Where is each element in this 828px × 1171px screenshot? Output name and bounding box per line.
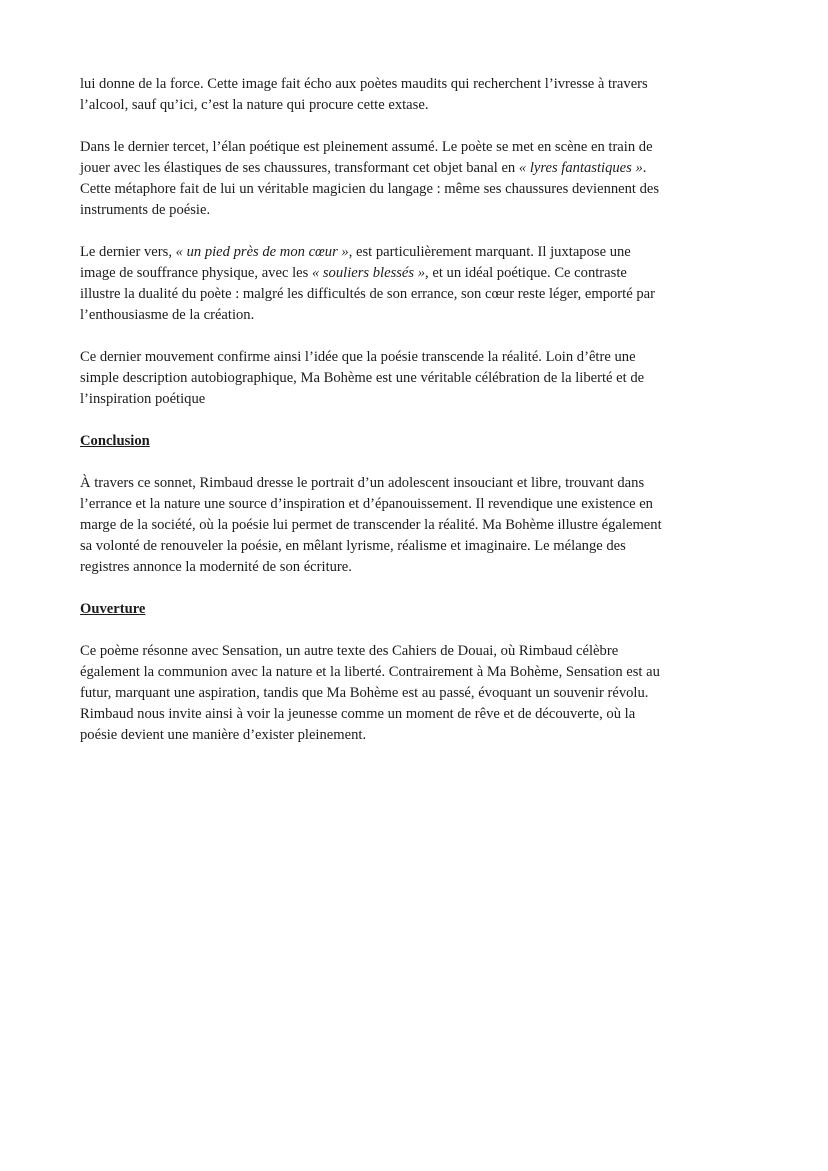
paragraph-dernier-vers: Le dernier vers, « un pied près de mon cœur », est particulièrement marquant. Il juxtapose une image de souffrance physique, avec les « souliers blessés », et un idéal poétique. Ce contraste illustre la dualité du poète : malgré les difficultés de son errance, son cœur reste léger, emporté par l’enthousiasme de la création. [80,244,655,323]
section-heading-conclusion: Conclusion [80,433,150,449]
paragraph-intro-continuation: lui donne de la force. Cette image fait écho aux poètes maudits qui recherchent l’ivresse à travers l’alcool, sauf qu’ici, c’est la nature qui procure cette extase. [80,76,648,113]
paragraph-ouverture: Ce poème résonne avec Sensation, un autre texte des Cahiers de Douai, où Rimbaud célèbre également la communion avec la nature et la liberté. Contrairement à Ma Bohème, Sensation est au futur, marquant une aspiration, tandis que Ma Bohème est au passé, évoquant un souvenir révolu. Rimbaud nous invite ainsi à voir la jeunesse comme un moment de rêve et de découverte, où la poésie devient une manière d’exister pleinement. [80,643,660,743]
paragraph-conclusion: À travers ce sonnet, Rimbaud dresse le portrait d’un adolescent insouciant et libre, trouvant dans l’errance et la nature une source d’inspiration et d’épanouissement. Il revendique une existence en marge de la société, où la poésie lui permet de transcender la réalité. Ma Bohème illustre également sa volonté de renouveler la poésie, en mêlant lyrisme, réalisme et imaginaire. Le mélange des registres annonce la modernité de son écriture. [80,475,662,575]
paragraph-dernier-tercet: Dans le dernier tercet, l’élan poétique est pleinement assumé. Le poète se met en scène en train de jouer avec les élastiques de ses chaussures, transformant cet objet banal en « lyres fantastiques ». Cette métaphore fait de lui un véritable magicien du langage : même ses chaussures deviennent des instruments de poésie. [80,139,660,218]
document-body [80,74,780,767]
section-heading-ouverture: Ouverture [80,601,146,617]
paragraph-dernier-mouvement: Ce dernier mouvement confirme ainsi l’idée que la poésie transcende la réalité. Loin d’être une simple description autobiographique, Ma Bohème est une véritable célébration de la liberté et de l’inspiration poétique [80,349,645,407]
